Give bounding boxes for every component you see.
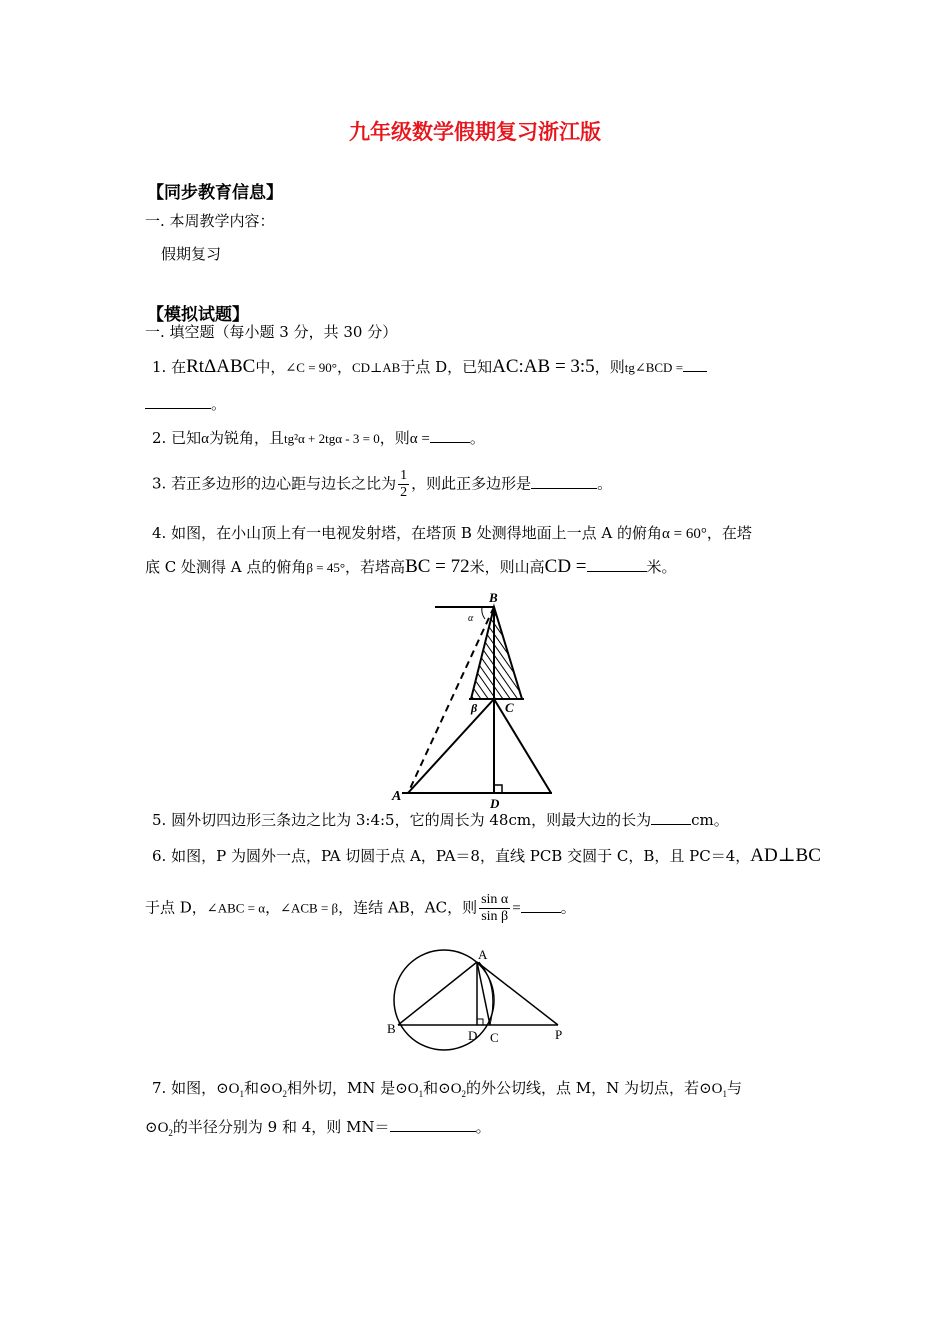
q4-math: α = 60° (662, 526, 707, 542)
q3-text: ，则此正多边形是 (411, 474, 532, 493)
content-label: 一. 本周教学内容： (145, 212, 275, 230)
q7-text: 与 (726, 1079, 742, 1097)
line-c-right (494, 699, 551, 793)
fraction-numerator: sin α (481, 892, 509, 907)
q1-text: ， (336, 358, 352, 376)
answer-blank[interactable] (145, 408, 211, 409)
question-4-line-1 (152, 523, 752, 544)
question-1-line-1 (152, 357, 707, 378)
q1-text: 。 (211, 395, 227, 413)
q6-math: AD⊥BC (750, 845, 821, 866)
circle-symbol: ⊙O (145, 1120, 169, 1136)
q6-text: 。 (560, 898, 576, 917)
q1-math: ∠C = 90° (285, 360, 337, 375)
label-c: C (490, 1030, 499, 1045)
page-title: 九年级数学假期复习浙江版 (349, 119, 601, 144)
alpha-arc (482, 607, 485, 619)
subscript: 2 (168, 1128, 173, 1138)
q7-text: 的半径分别为 9 和 4，则 MN＝ (172, 1118, 390, 1136)
subscript: 1 (239, 1089, 245, 1099)
question-2 (152, 428, 485, 449)
q6-text: 于点 D， (145, 898, 207, 917)
right-angle-mark (494, 785, 502, 793)
q6-text: ，连结 AB，AC，则 (338, 898, 478, 917)
label-alpha: α (468, 613, 474, 624)
label-d: D (468, 1028, 478, 1043)
q1-math: CD⊥AB (351, 360, 401, 375)
label-b: B (489, 590, 498, 605)
label-b: B (387, 1021, 396, 1036)
circle-symbol: ⊙O (216, 1081, 240, 1097)
label-a: A (392, 789, 402, 804)
answer-blank[interactable] (683, 371, 707, 372)
q7-text: 和 (423, 1079, 439, 1097)
question-6-line-2 (145, 892, 576, 925)
q5-text: 圆外切四边形三条边之比为 3:4:5，它的周长为 48cm，则最大边的长为 (171, 811, 652, 829)
subscript: 1 (722, 1089, 727, 1099)
subscript: 2 (461, 1089, 467, 1099)
q3-text: 。 (597, 474, 613, 493)
tangent-pa (477, 962, 558, 1025)
circle (394, 950, 494, 1050)
arc-ac (479, 962, 493, 1025)
question-6-line-1 (152, 846, 821, 866)
q4-text: 如图，在小山顶上有一电视发射塔，在塔顶 B 处测得地面上一点 A 的俯角 (171, 524, 663, 542)
q6-text: 如图，P 为圆外一点，PA 切圆于点 A，PA＝8，直线 PCB 交圆于 C，B，且 PC＝4， (171, 847, 751, 865)
right-angle-mark (477, 1019, 483, 1025)
tower (471, 607, 522, 699)
q4-math: BC = 72 (405, 556, 470, 577)
circle-symbol: ⊙O (699, 1081, 723, 1097)
q7-text: 如图， (171, 1079, 217, 1097)
q4-math: CD = (544, 556, 587, 577)
q4-text: 底 C 处测得 A 点的俯角 (145, 558, 307, 576)
chord-ab (398, 962, 477, 1025)
question-number: 7. (152, 1079, 167, 1097)
q7-text: 。 (475, 1118, 491, 1136)
answer-blank[interactable] (430, 442, 470, 443)
fill-heading: 一. 填空题（每小题 3 分，共 30 分） (145, 323, 398, 341)
q6-text: ， (265, 898, 281, 917)
question-number: 2. (152, 429, 167, 447)
answer-blank[interactable] (531, 488, 597, 489)
fraction (479, 892, 510, 925)
question-number: 1. (152, 358, 167, 376)
line-ca (408, 699, 494, 793)
circle-symbol: ⊙O (438, 1081, 462, 1097)
q3-text: 若正多边形的边心距与边长之比为 (171, 474, 397, 493)
answer-blank[interactable] (651, 824, 691, 825)
q2-text: 为锐角，且 (208, 429, 284, 447)
question-7-line-2 (145, 1117, 491, 1143)
q1-math: tg∠BCD = (624, 360, 684, 375)
question-4-line-2 (145, 557, 677, 578)
label-p: P (555, 1027, 563, 1042)
q6-math: ∠ACB = β (280, 900, 339, 916)
q7-text: 的外公切线，点 M，N 为切点，若 (466, 1079, 700, 1097)
info-heading: 【同步教育信息】 (147, 183, 283, 203)
circle-symbol: ⊙O (395, 1081, 419, 1097)
q1-text: 在 (171, 358, 187, 376)
label-a: A (478, 947, 488, 962)
q2-text: ，则 (379, 429, 410, 447)
q2-math: α (201, 431, 209, 447)
q1-text: 中， (255, 358, 286, 376)
q1-text: ，则 (594, 358, 625, 376)
answer-blank[interactable] (521, 912, 561, 913)
q4-text: 米，则山高 (469, 558, 545, 576)
subscript: 1 (418, 1089, 424, 1099)
fraction-denominator: sin β (481, 909, 509, 924)
subscript: 2 (282, 1089, 287, 1099)
q4-text: ，在塔 (706, 524, 752, 542)
q1-text: 于点 D，已知 (400, 358, 493, 376)
fraction (398, 468, 409, 501)
question-7-line-1 (152, 1078, 742, 1104)
answer-blank[interactable] (390, 1131, 476, 1132)
q6-math: = (512, 900, 521, 917)
answer-blank[interactable] (587, 571, 647, 572)
q2-text: 。 (469, 429, 485, 447)
q6-math: ∠ABC = α (206, 900, 266, 916)
question-1-line-2 (145, 394, 226, 414)
fraction-denominator: 2 (400, 485, 408, 500)
mock-heading: 【模拟试题】 (147, 305, 249, 325)
q4-math: β = 45° (306, 560, 346, 575)
circle-symbol: ⊙O (259, 1081, 283, 1097)
q1-math: RtΔABC (186, 356, 256, 377)
question-number: 5. (152, 811, 167, 829)
q7-text: 和 (244, 1079, 260, 1097)
q7-text: 相外切，MN 是 (286, 1079, 396, 1097)
label-d: D (490, 796, 500, 810)
question-5 (152, 810, 729, 830)
q6-figure (384, 945, 568, 1055)
q4-text: 米。 (646, 558, 677, 576)
q4-text: ，若塔高 (345, 558, 406, 576)
fraction-numerator: 1 (400, 468, 408, 483)
content-value: 假期复习 (161, 245, 222, 263)
question-number: 4. (152, 524, 167, 542)
question-number: 6. (152, 847, 167, 865)
q5-text: cm。 (691, 811, 729, 829)
q2-math: tg²α + 2tgα - 3 = 0 (283, 431, 380, 446)
q4-figure (388, 588, 560, 810)
label-beta: β (471, 701, 478, 715)
label-c: C (505, 700, 514, 715)
q2-text: 已知 (171, 429, 202, 447)
question-number: 3. (152, 474, 167, 493)
question-3 (152, 468, 612, 501)
q2-math: α = (409, 431, 430, 447)
q1-math: AC:AB = 3:5 (492, 356, 595, 377)
